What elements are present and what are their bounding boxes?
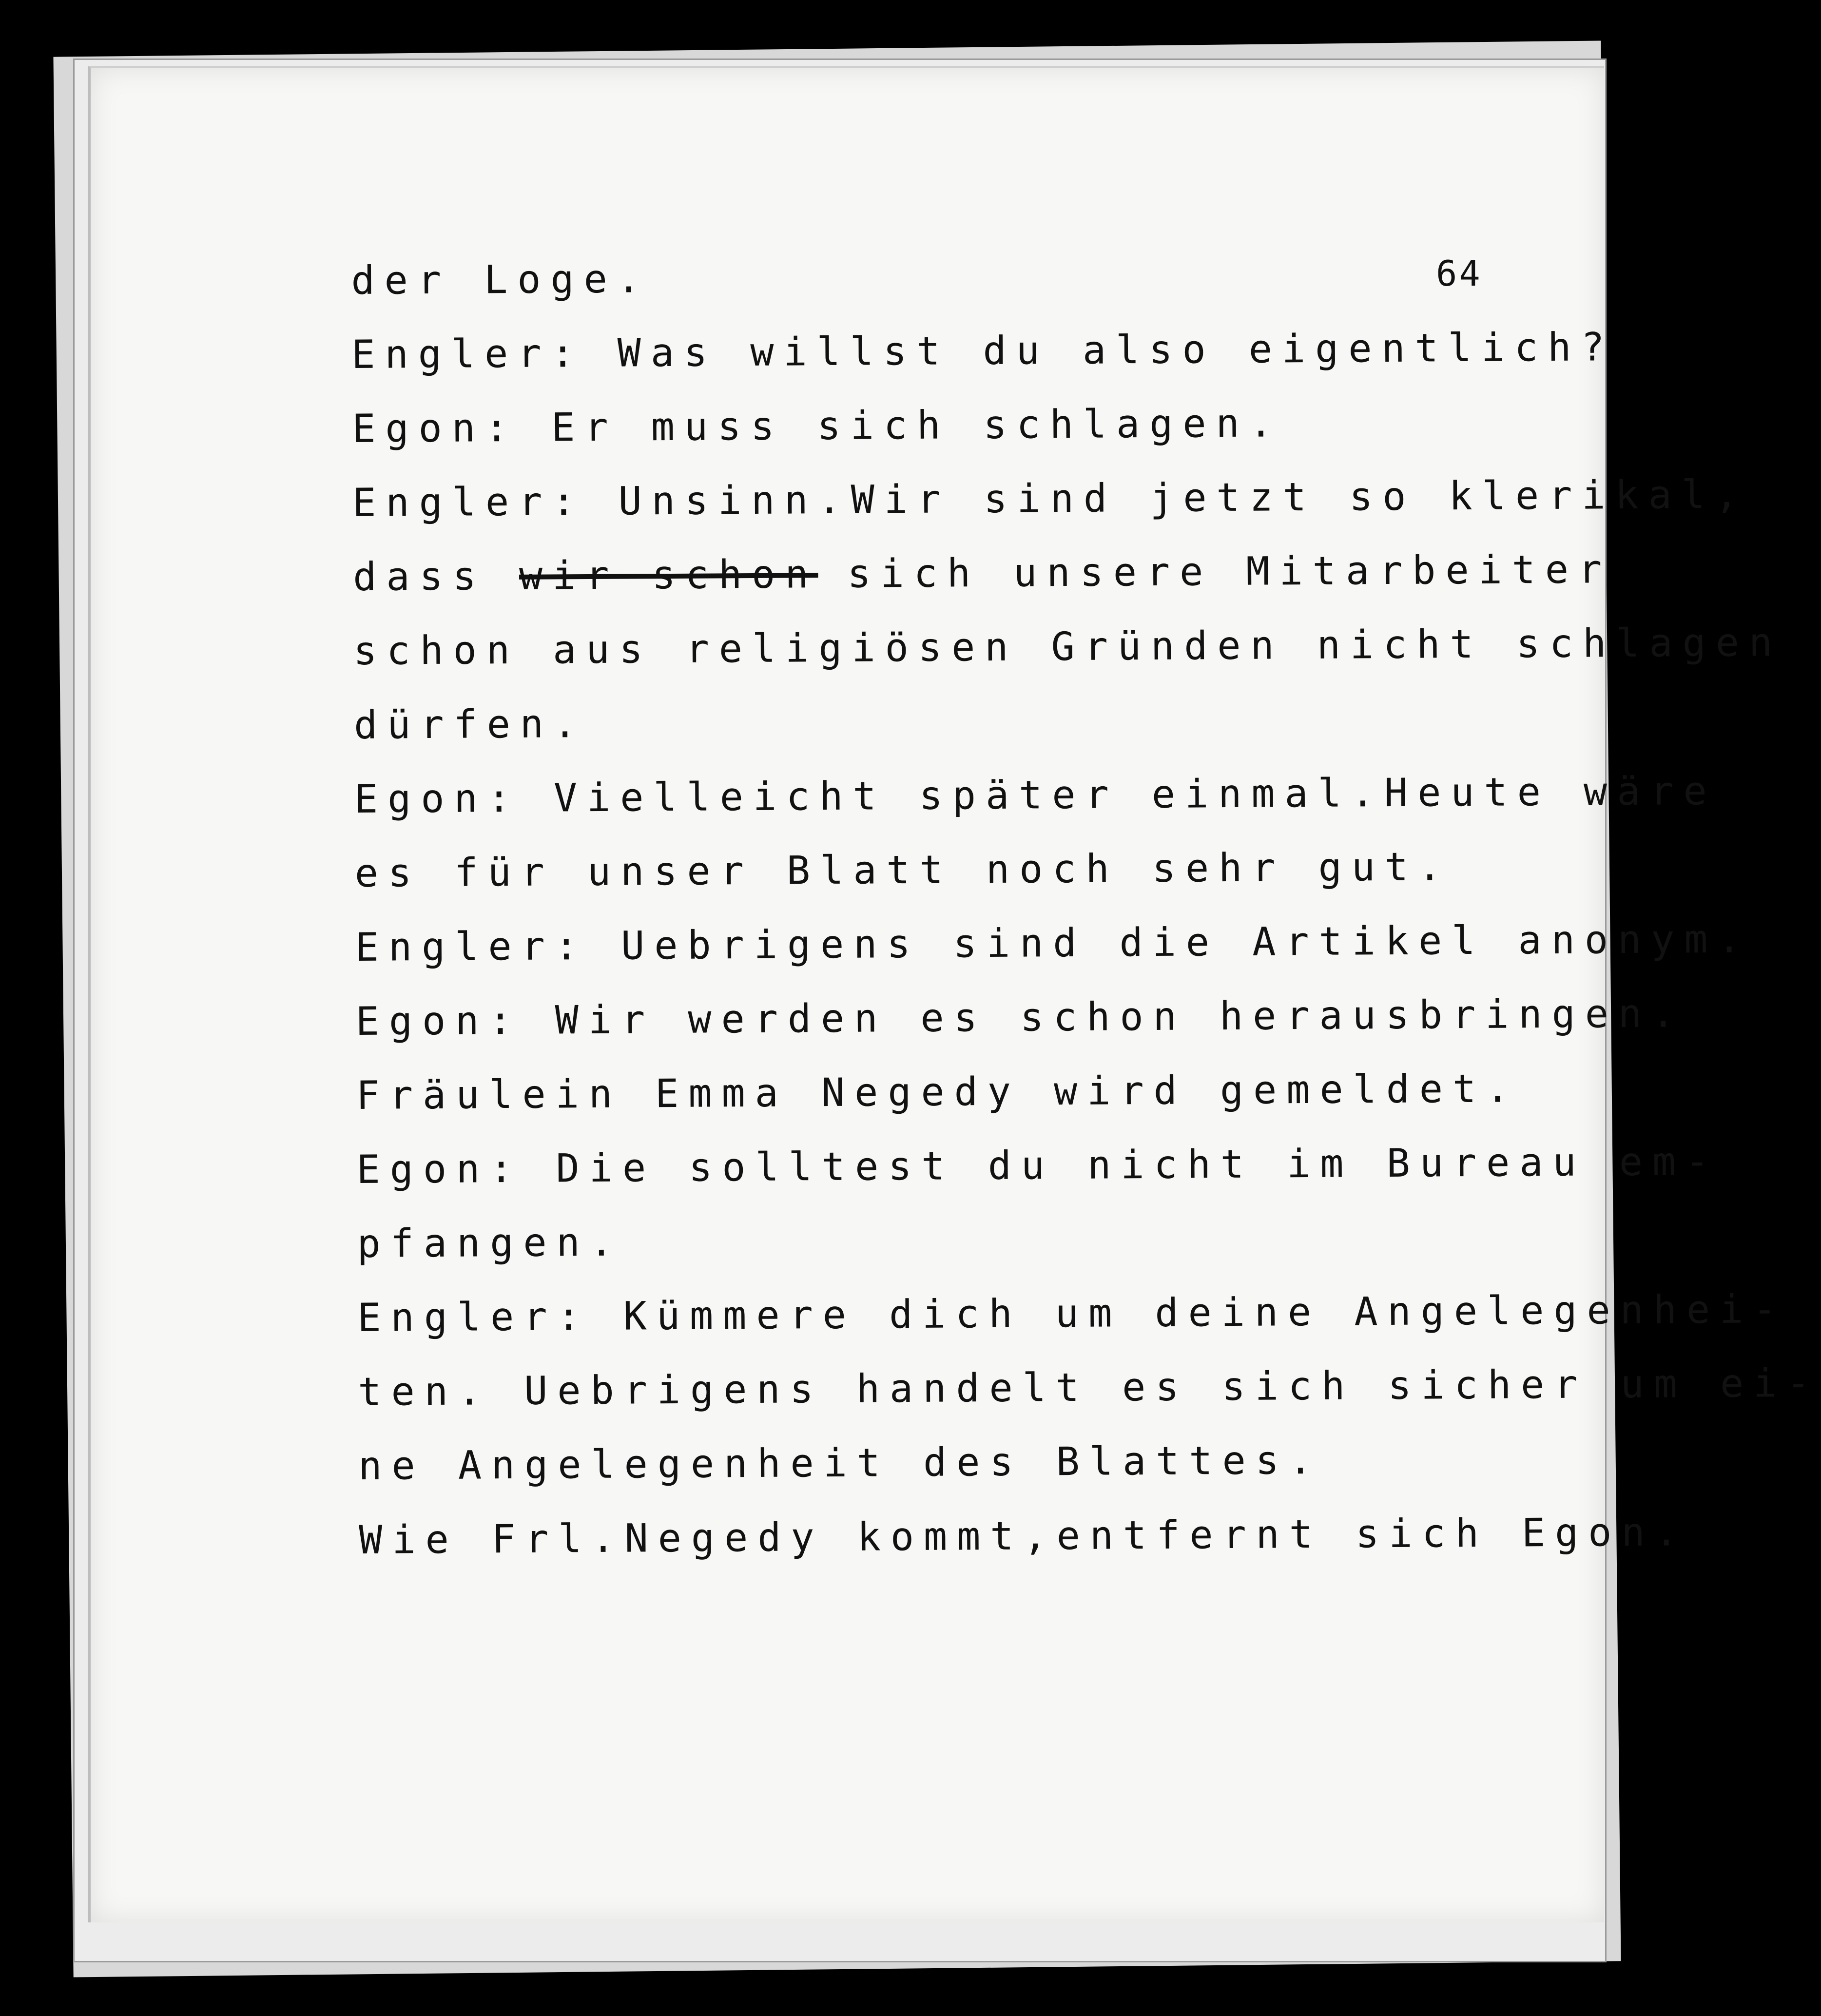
text-line: dürfen.: [353, 701, 587, 748]
text-line: Engler: Was willst du also eigentlich?: [351, 324, 1614, 377]
text-line: Egon: Er muss sich schlagen.: [352, 400, 1283, 451]
text-line: schon aus religiösen Gründen nicht schlagen: [353, 620, 1782, 674]
text-line: pfangen.: [357, 1219, 623, 1266]
text-segment: dass: [352, 553, 520, 600]
text-line: Engler: Unsinn.Wir sind jetzt so klerikal,: [352, 471, 1748, 525]
text-line: Egon: Wir werden es schon herausbringen.: [355, 990, 1685, 1044]
text-line: Egon: Die solltest du nicht im Bureau em-: [356, 1138, 1719, 1192]
text-line: ne Angelegenheit des Blattes.: [358, 1437, 1322, 1489]
text-segment: sich unsere Mitarbeiter: [847, 546, 1612, 597]
typed-text-block: [351, 237, 1820, 1577]
text-line: ten. Uebrigens handelt es sich sicher um ei-: [358, 1360, 1820, 1415]
text-line: Engler: Uebrigens sind die Artikel anonym.: [355, 916, 1751, 970]
text-line: Wie Frl.Negedy kommt,entfernt sich Egon.: [358, 1509, 1688, 1563]
text-line-with-strikethrough: [352, 533, 1612, 614]
text-line: Engler: Kümmere dich um deine Angelegenhei-: [357, 1286, 1786, 1340]
text-line: der Loge.: [351, 256, 651, 303]
text-line: es für unser Blatt noch sehr gut.: [354, 844, 1452, 896]
struck-out-text: wir schon: [519, 551, 818, 599]
page-number: 64: [1436, 253, 1482, 294]
text-line: Egon: Vielleicht später einmal.Heute wäre: [354, 768, 1717, 822]
text-line: Fräulein Emma Negedy wird gemeldet.: [356, 1066, 1519, 1118]
